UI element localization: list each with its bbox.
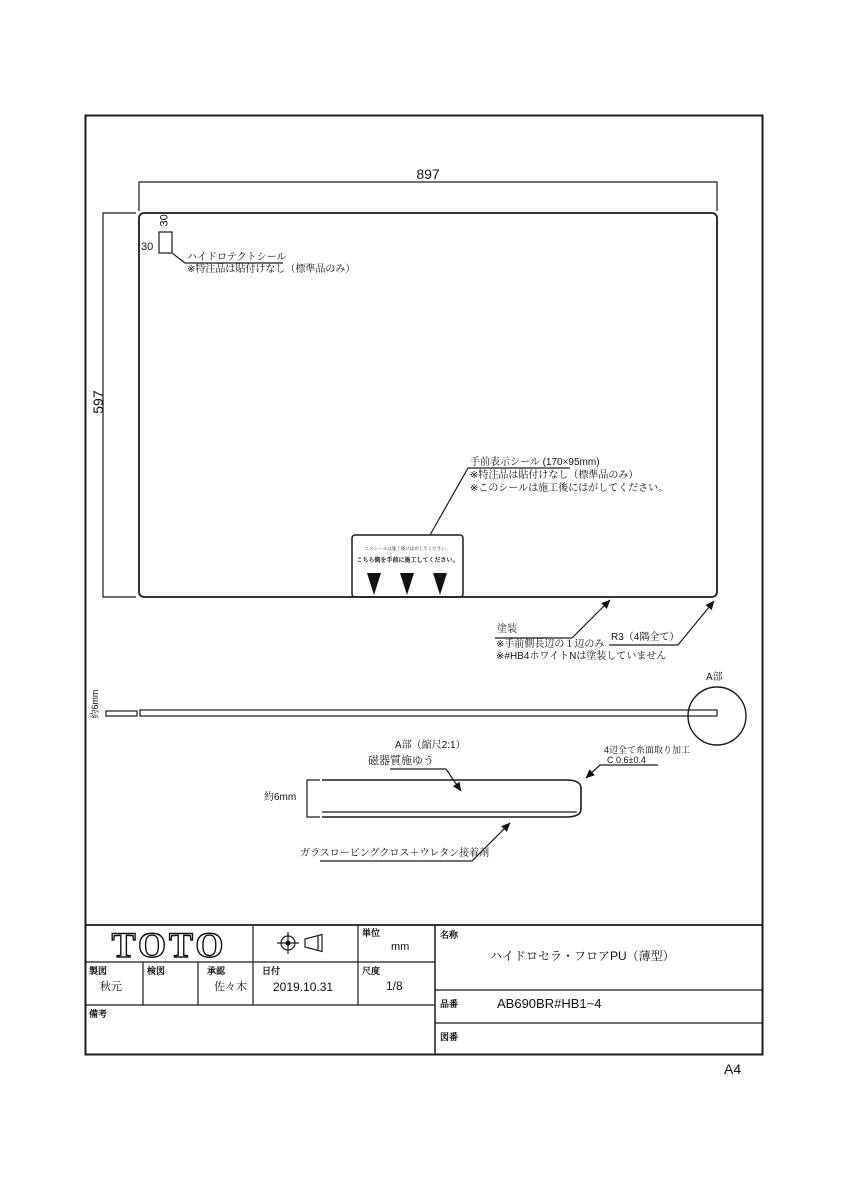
side-view-strip: [140, 710, 717, 716]
chamfer-label-line1: 4辺全て糸面取り加工: [604, 745, 691, 755]
front-seal-label-line2: ※特注品は貼付けなし（標準品のみ）: [470, 470, 639, 481]
approver-value: 佐々木: [214, 981, 247, 993]
chamfer-label-line2: C 0.6±0.4: [607, 755, 646, 765]
dim-30-top: 30: [158, 214, 171, 227]
dim-897: 897: [416, 166, 440, 182]
paint-label: 塗装: [497, 624, 517, 635]
name-value: ハイドロセラ・フロアPU（薄型）: [490, 949, 675, 963]
dim-597: 597: [89, 390, 106, 414]
unit-label: 単位: [362, 928, 381, 938]
glaze-label: 磁器質施ゆう: [368, 755, 434, 767]
paper-size-label: A4: [724, 1061, 742, 1077]
name-label: 名称: [440, 930, 459, 940]
detail-ref-label: A部: [706, 672, 723, 683]
projection-symbol-icon: [277, 932, 322, 954]
front-seal-label-line3: ※このシールは施工後にはがしてください。: [470, 483, 669, 494]
remarks-label: 備考: [89, 1009, 108, 1019]
part-number-value: AB690BR#HB1~4: [497, 996, 602, 1011]
hydrotect-label-line1: ハイドロテクトシール: [187, 252, 287, 263]
chamfer-leader: [586, 765, 658, 778]
paint-note1: ※手前側長辺の１辺のみ: [496, 639, 605, 650]
sticker-arrows-icon: [367, 573, 447, 595]
toto-logo: TOTO: [111, 925, 227, 965]
detail-thickness-label: 約6mm: [264, 792, 297, 803]
scale-label: 尺度: [362, 966, 381, 976]
unit-value: mm: [391, 941, 410, 953]
date-value: 2019.10.31: [273, 980, 334, 994]
side-view-left-piece: [106, 711, 137, 716]
backing-label: ガラスロービングクロス＋ウレタン接着剤: [300, 848, 490, 859]
sticker-text-bold: こちら側を手前に施工してください。: [356, 558, 459, 564]
detail-title: A部（縮尺2:1）: [395, 740, 466, 751]
front-seal-label-line1: 手前表示シール (170×95mm): [470, 457, 600, 468]
checker-label: 検図: [147, 966, 166, 976]
dim-897-lines: [139, 182, 717, 211]
sticker-text-small: このシールは施工後にはがしてください。: [364, 546, 451, 551]
dim-30-left: 30: [141, 241, 154, 253]
date-label: 日付: [262, 966, 281, 976]
drafter-value: 秋元: [100, 981, 122, 993]
side-thickness-label: 約6mm: [89, 689, 100, 719]
paint-note2: ※#HB4ホワイトNは塗装していません: [496, 651, 667, 662]
part-number-label: 品番: [440, 999, 459, 1009]
scale-value: 1/8: [386, 979, 403, 993]
corner-radius-label: R3（4隅全て）: [611, 632, 680, 643]
dim-597-lines: [103, 213, 136, 597]
approver-label: 承認: [207, 966, 226, 976]
drafter-label: 製図: [89, 966, 108, 976]
hydrotect-label-line2: ※特注品は貼付けなし（標準品のみ）: [187, 264, 356, 275]
detail-thickness-bracket: [307, 780, 320, 817]
drawing-number-label: 図番: [440, 1032, 459, 1042]
